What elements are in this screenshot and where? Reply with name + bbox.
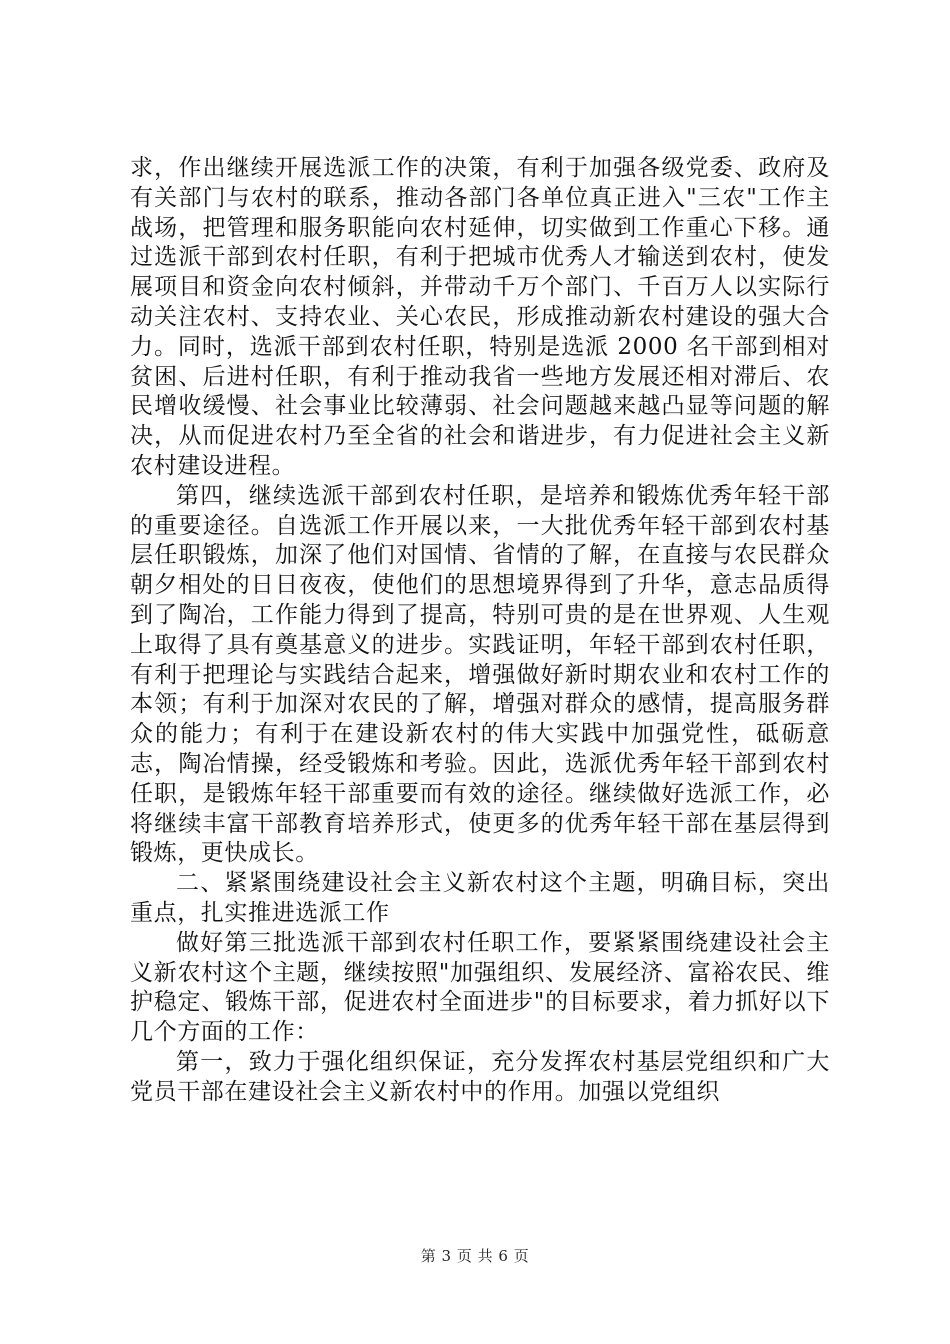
paragraph-4: 第一，致力于强化组织保证，充分发挥农村基层党组织和广大党员干部在建设社会主义新农村中的作用。加强以党组织 [130, 1048, 830, 1105]
page-number-footer: 第 3 页 共 6 页 [420, 1247, 530, 1265]
paragraph-2: 第四，继续选派干部到农村任职，是培养和锻炼优秀年轻干部的重要途径。自选派工作开展以来，一大批优秀年轻干部到农村基层任职锻炼，加深了他们对国情、省情的了解，在直接与农民群众朝夕相处的日日夜夜，使他们的思想境界得到了升华，意志品质得到了陶冶，工作能力得到了提高，特别可贵的是在世界观、人生观上取得了具有奠基意义的进步。实践证明，年轻干部到农村任职，有利于把理论与实践结合起来，增强做好新时期农业和农村工作的本领；有利于加深对农民的了解，增强对群众的感情，提高服务群众的能力；有利于在建设新农村的伟大实践中加强党性，砥砺意志，陶冶情操，经受锻炼和考验。因此，选派优秀年轻干部到农村任职，是锻炼年轻干部重要而有效的途径。继续做好选派工作，必将继续丰富干部教育培养形式，使更多的优秀年轻干部在基层得到锻炼，更快成长。 [130, 482, 830, 867]
paragraph-3: 做好第三批选派干部到农村任职工作，要紧紧围绕建设社会主义新农村这个主题，继续按照"加强组织、发展经济、富裕农民、维护稳定、锻炼干部，促进农村全面进步"的目标要求，着力抓好以下几个方面的工作： [130, 929, 830, 1046]
paragraph-1: 求，作出继续开展选派工作的决策，有利于加强各级党委、政府及有关部门与农村的联系，推动各部门各单位真正进入"三农"工作主战场，把管理和服务职能向农村延伸，切实做到工作重心下移。通过选派干部到农村任职，有利于把城市优秀人才输送到农村，使发展项目和资金向农村倾斜，并带动千万个部门、千百万人以实际行动关注农村、支持农业、关心农民，形成推动新农村建设的强大合力。同时，选派干部到农村任职，特别是选派 2000 名干部到相对贫困、后进村任职，有利于推动我省一些地方发展还相对滞后、农民增收缓慢、社会事业比较薄弱、社会问题越来越凸显等问题的解决，从而促进农村乃至全省的社会和谐进步，有力促进社会主义新农村建设进程。 [130, 155, 830, 479]
section-heading: 二、紧紧围绕建设社会主义新农村这个主题，明确目标，突出重点，扎实推进选派工作 [130, 870, 830, 926]
document-body [130, 154, 830, 1108]
